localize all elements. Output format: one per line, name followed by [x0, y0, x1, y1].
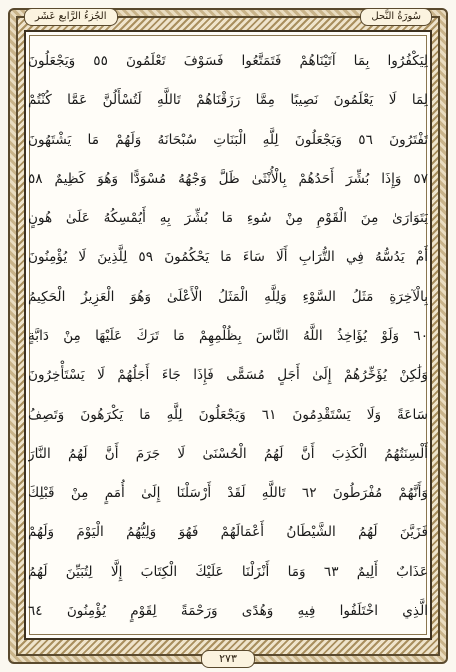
text-line: عَذَابٌ أَلِيمٌ ٦٣ وَمَا أَنْزَلْنَا عَلَيْكَ الْكِتَابَ إِلَّا لِتُبَيِّنَ لَهُمُ: [28, 563, 428, 580]
text-line: لِمَا لَا يَعْلَمُونَ نَصِيبًا مِمَّا رَزَقْنَاهُمْ تَاللَّهِ لَتُسْأَلُنَّ عَمَّا كُنْتُمْ: [28, 92, 428, 109]
page-number: ٢٧٣: [201, 650, 255, 668]
text-line: تَفْتَرُونَ ٥٦ وَيَجْعَلُونَ لِلَّهِ الْبَنَاتِ سُبْحَانَهُ وَلَهُمْ مَا يَشْتَهُونَ: [28, 131, 428, 148]
text-line: ٦٠ وَلَوْ يُؤَاخِذُ اللَّهُ النَّاسَ بِظُلْمِهِمْ مَا تَرَكَ عَلَيْهَا مِنْ دَابَّةٍ: [28, 327, 428, 344]
juz-label: الجُزءُ الرَّابع عَشَر: [24, 8, 118, 26]
surah-label: سُورَةُ النَّحل: [360, 8, 432, 26]
text-line: بِالْآخِرَةِ مَثَلُ السَّوْءِ وَلِلَّهِ الْمَثَلُ الْأَعْلَىٰ وَهُوَ الْعَزِيزُ الْحَكِيمُ: [28, 288, 428, 305]
text-line: يَتَوَارَىٰ مِنَ الْقَوْمِ مِنْ سُوءِ مَا بُشِّرَ بِهِ أَيُمْسِكُهُ عَلَىٰ هُونٍ: [28, 210, 428, 227]
text-line: لِيَكْفُرُوا بِمَا آتَيْنَاهُمْ فَتَمَتَّعُوا فَسَوْفَ تَعْلَمُونَ ٥٥ وَيَجْعَلُونَ: [28, 53, 428, 69]
text-line: سَاعَةً وَلَا يَسْتَقْدِمُونَ ٦١ وَيَجْعَلُونَ لِلَّهِ مَا يَكْرَهُونَ وَتَصِفُ: [28, 406, 428, 423]
quran-text: [24, 40, 432, 632]
text-line: وَلَٰكِنْ يُؤَخِّرُهُمْ إِلَىٰ أَجَلٍ مُسَمًّى فَإِذَا جَاءَ أَجَلُهُمْ لَا يَسْتَأْخِرُونَ: [28, 367, 428, 384]
text-line: الَّذِي اخْتَلَفُوا فِيهِ وَهُدًى وَرَحْمَةً لِقَوْمٍ يُؤْمِنُونَ ٦٤: [28, 602, 428, 619]
text-line: ٥٧ وَإِذَا بُشِّرَ أَحَدُهُمْ بِالْأُنْثَىٰ ظَلَّ وَجْهُهُ مُسْوَدًّا وَهُوَ كَظِيمٌ ٥٨: [28, 170, 428, 187]
text-line: وَأَنَّهُمْ مُفْرَطُونَ ٦٢ تَاللَّهِ لَقَدْ أَرْسَلْنَا إِلَىٰ أُمَمٍ مِنْ قَبْلِكَ: [28, 485, 428, 502]
text-line: أَلْسِنَتُهُمُ الْكَذِبَ أَنَّ لَهُمُ الْحُسْنَىٰ لَا جَرَمَ أَنَّ لَهُمُ النَّارَ: [28, 445, 428, 462]
text-line: أَمْ يَدُسُّهُ فِي التُّرَابِ أَلَا سَاءَ مَا يَحْكُمُونَ ٥٩ لِلَّذِينَ لَا يُؤْمِنُونَ: [28, 249, 428, 266]
text-line: فَزَيَّنَ لَهُمُ الشَّيْطَانُ أَعْمَالَهُمْ فَهُوَ وَلِيُّهُمُ الْيَوْمَ وَلَهُمْ: [28, 524, 428, 541]
